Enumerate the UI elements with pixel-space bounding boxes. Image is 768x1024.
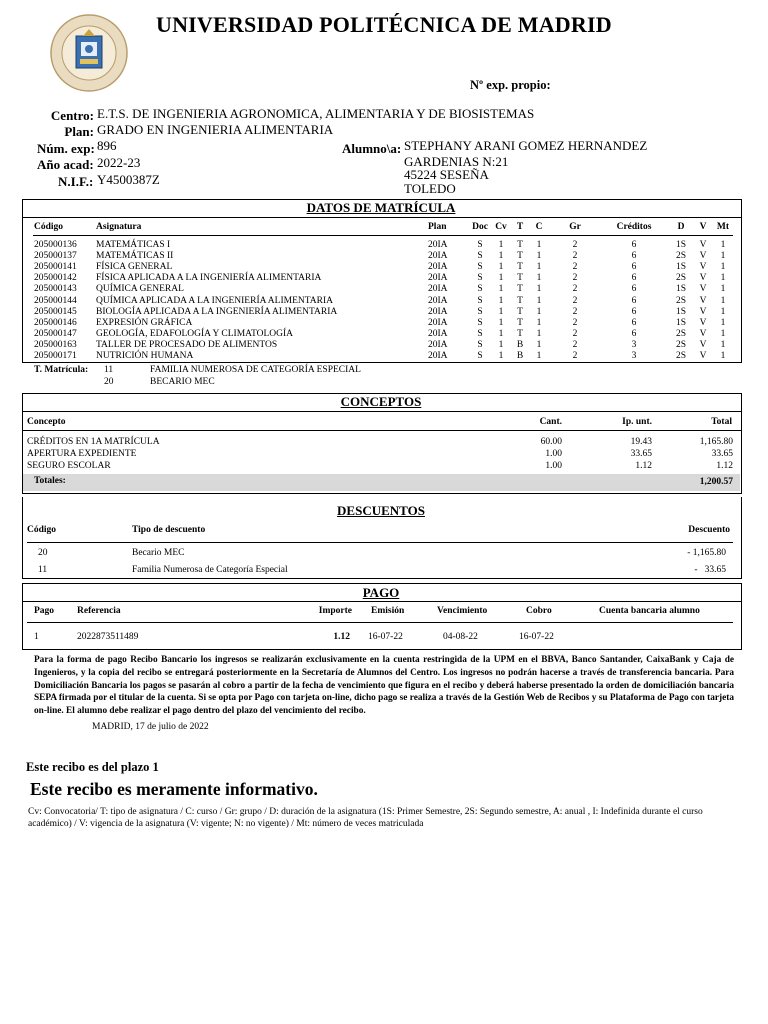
pago-value-pago: 1 — [34, 632, 39, 642]
matricula-cell: 1 — [498, 273, 504, 284]
matricula-cell: 20IA — [428, 240, 448, 250]
descuentos-header-tipo: Tipo de descuento — [132, 525, 206, 535]
matricula-cell: EXPRESIÓN GRÁFICA — [96, 317, 193, 328]
matricula-cell: 20IA — [428, 262, 448, 273]
pago-value-emision: 16-07-22 — [368, 632, 403, 642]
address-line-2: 45224 SESEÑA — [404, 167, 489, 182]
descuentos-header-codigo: Código — [27, 525, 57, 535]
matricula-cell: 1 — [720, 240, 726, 250]
page-title: UNIVERSIDAD POLITÉCNICA DE MADRID — [156, 12, 612, 37]
matricula-cell: V — [699, 328, 707, 339]
matricula-cell: 1 — [720, 295, 726, 306]
plan-label: Plan: — [64, 124, 94, 139]
matricula-cell: 1 — [498, 317, 504, 328]
num-exp-value: 896 — [97, 138, 117, 153]
matricula-cell: 1 — [536, 240, 542, 250]
matricula-cell: 1 — [498, 240, 504, 250]
descuento-tipo: Familia Numerosa de Categoría Especial — [132, 565, 288, 575]
matricula-cell: V — [699, 351, 707, 361]
matricula-cell: 20IA — [428, 295, 448, 306]
descuento-valor: - 33.65 — [694, 565, 726, 575]
matricula-cell: 2 — [572, 295, 578, 306]
matricula-cell: 20IA — [428, 328, 448, 339]
matricula-cell: 1 — [720, 306, 726, 317]
matricula-cell: GEOLOGÍA, EDAFOLOGÍA Y CLIMATOLOGÍA — [96, 328, 294, 339]
matricula-header-11: Mt — [716, 222, 730, 232]
matricula-cell: 1 — [536, 339, 542, 350]
alumno-value: STEPHANY ARANI GOMEZ HERNANDEZ — [404, 138, 648, 153]
matricula-cell: 205000145 — [34, 306, 77, 317]
matricula-cell: S — [477, 295, 483, 306]
matricula-cell: B — [516, 339, 524, 350]
matricula-cell: 1 — [720, 251, 726, 262]
pago-header-cuenta: Cuenta bancaria alumno — [599, 606, 700, 616]
address-line-1: GARDENIAS N:21 — [404, 154, 509, 169]
matricula-header-1: Asignatura — [96, 222, 142, 232]
pago-header-importe: Importe — [318, 606, 352, 616]
concepto-name: APERTURA EXPEDIENTE — [27, 449, 137, 459]
matricula-cell: 1 — [536, 295, 542, 306]
conceptos-header-ipunt: Ip. unt. — [622, 417, 652, 427]
matricula-cell: V — [699, 262, 707, 273]
matricula-cell: T — [517, 262, 523, 273]
matricula-cell: 1 — [720, 262, 726, 273]
matricula-cell: 1S — [675, 262, 687, 273]
matricula-cell: S — [477, 306, 483, 317]
matricula-header-10: V — [699, 222, 707, 232]
matricula-cell: 6 — [631, 317, 637, 328]
matricula-cell: S — [477, 351, 483, 361]
address-line-3: TOLEDO — [404, 181, 456, 196]
matricula-cell: 20IA — [428, 351, 448, 361]
matricula-header-7: Gr — [569, 222, 581, 232]
conceptos-header-rule — [22, 430, 742, 431]
matricula-cell: 1 — [498, 295, 504, 306]
pago-value-referencia: 2022873511489 — [77, 632, 139, 642]
matricula-cell: 1 — [536, 351, 542, 361]
concepto-ipunt: 33.65 — [630, 449, 652, 459]
informativo-text: Este recibo es meramente informativo. — [30, 779, 318, 799]
matricula-cell: NUTRICIÓN HUMANA — [96, 351, 194, 361]
matricula-cell: 6 — [631, 306, 637, 317]
concepto-cant: 60.00 — [540, 437, 562, 447]
matricula-cell: 2 — [572, 351, 578, 361]
matricula-cell: MATEMÁTICAS II — [96, 251, 174, 262]
conceptos-title: CONCEPTOS — [340, 394, 422, 409]
matricula-cell: BIOLOGÍA APLICADA A LA INGENIERÍA ALIMENTARIA — [96, 306, 338, 317]
concepto-cant: 1.00 — [545, 449, 562, 459]
matricula-cell: 6 — [631, 295, 637, 306]
matricula-cell: T — [517, 273, 523, 284]
matricula-cell: 2S — [675, 339, 687, 350]
num-exp-label: Núm. exp: — [37, 141, 95, 156]
nif-label: N.I.F.: — [58, 174, 94, 189]
descuentos-header-descuento: Descuento — [688, 525, 730, 535]
matricula-cell: 1 — [498, 262, 504, 273]
matricula-header-3: Doc — [472, 222, 488, 232]
tmatricula-code: 11 — [104, 365, 114, 375]
pago-title-rule — [22, 601, 742, 602]
matricula-cell: S — [477, 328, 483, 339]
matricula-cell: S — [477, 339, 483, 350]
matricula-cell: 2 — [572, 240, 578, 250]
pago-header-rule — [27, 622, 733, 623]
matricula-cell: V — [699, 273, 707, 284]
plazo-text: Este recibo es del plazo 1 — [26, 760, 159, 774]
concepto-ipunt: 19.43 — [630, 437, 652, 447]
matricula-cell: T — [517, 295, 523, 306]
matricula-cell: 6 — [631, 273, 637, 284]
pago-header-cobro: Cobro — [526, 606, 552, 616]
matricula-cell: V — [699, 240, 707, 250]
matricula-cell: 2S — [675, 351, 687, 361]
abbreviations-legend: Cv: Convocatoria/ T: tipo de asignatura / C: curso / Gr: grupo / D: duración de la asignatura (1S: Primer Semestre, 2S: Segundo semestre, A: anual , I: Indefinida durante el curso académico) / V: vigencia de la asignatura (V: vigente; N: no vigente) / Mt: número de veces matriculada — [28, 807, 703, 829]
nif-value: Y4500387Z — [97, 172, 160, 187]
matricula-cell: V — [699, 339, 707, 350]
matricula-cell: 205000143 — [34, 284, 77, 295]
matricula-cell: T — [517, 328, 523, 339]
matricula-cell: 1 — [720, 284, 726, 295]
matricula-cell: 2 — [572, 306, 578, 317]
matricula-cell: 2S — [675, 251, 687, 262]
matricula-cell: 1 — [720, 351, 726, 361]
matricula-cell: 20IA — [428, 251, 448, 262]
concepto-total: 33.65 — [711, 449, 733, 459]
totales-label: Totales: — [34, 476, 66, 486]
matricula-cell: 1 — [536, 273, 542, 284]
descuentos-title: DESCUENTOS — [337, 503, 425, 518]
pago-header-referencia: Referencia — [77, 606, 121, 616]
descuento-codigo: 11 — [38, 565, 48, 575]
exp-propio-label: Nº exp. propio: — [470, 78, 551, 92]
matricula-cell: 20IA — [428, 317, 448, 328]
matricula-cell: FÍSICA APLICADA A LA INGENIERÍA ALIMENTARIA — [96, 273, 322, 284]
matricula-cell: QUÍMICA APLICADA A LA INGENIERÍA ALIMENTARIA — [96, 295, 334, 306]
matricula-cell: T — [517, 251, 523, 262]
matricula-cell: 205000147 — [34, 328, 77, 339]
matricula-cell: 2 — [572, 262, 578, 273]
matricula-cell: 6 — [631, 251, 637, 262]
matricula-cell: 2S — [675, 328, 687, 339]
descuentos-header-rule — [27, 542, 733, 543]
descuento-codigo: 20 — [38, 548, 48, 558]
matricula-cell: 1S — [675, 284, 687, 295]
concepto-cant: 1.00 — [545, 461, 562, 471]
matricula-cell: 6 — [631, 240, 637, 250]
matricula-cell: 20IA — [428, 339, 448, 350]
matricula-cell: 1 — [498, 284, 504, 295]
matricula-cell: T — [517, 306, 523, 317]
matricula-cell: V — [699, 306, 707, 317]
matricula-header-2: Plan — [428, 222, 447, 232]
anio-value: 2022-23 — [97, 155, 141, 170]
centro-label: Centro: — [50, 108, 94, 123]
concepto-total: 1,165.80 — [699, 437, 733, 447]
descuento-tipo: Becario MEC — [132, 548, 185, 558]
conceptos-header-total: Total — [711, 417, 732, 427]
conceptos-header-concepto: Concepto — [27, 417, 66, 427]
matricula-cell: 205000137 — [34, 251, 77, 262]
matricula-cell: 2 — [572, 273, 578, 284]
matricula-cell: 205000146 — [34, 317, 77, 328]
matricula-cell: 2 — [572, 339, 578, 350]
matricula-cell: V — [699, 317, 707, 328]
tmatricula-desc: FAMILIA NUMEROSA DE CATEGORÍA ESPECIAL — [150, 365, 361, 375]
matricula-header-4: Cv — [495, 222, 507, 232]
concepto-name: SEGURO ESCOLAR — [27, 461, 111, 471]
matricula-cell: 205000136 — [34, 240, 77, 250]
matricula-cell: 205000163 — [34, 339, 77, 350]
matricula-cell: 2S — [675, 273, 687, 284]
totales-bar — [23, 474, 740, 491]
matricula-cell: MATEMÁTICAS I — [96, 240, 171, 250]
centro-value: E.T.S. DE INGENIERIA AGRONOMICA, ALIMENTARIA Y DE BIOSISTEMAS — [97, 106, 535, 121]
matricula-cell: 205000144 — [34, 295, 77, 306]
matricula-cell: S — [477, 284, 483, 295]
pago-title: PAGO — [362, 585, 400, 600]
matricula-cell: 1 — [720, 339, 726, 350]
matricula-cell: 20IA — [428, 306, 448, 317]
matricula-title: DATOS DE MATRÍCULA — [306, 200, 456, 215]
matricula-cell: B — [516, 351, 524, 361]
matricula-cell: 1 — [498, 328, 504, 339]
descuento-valor: - 1,165.80 — [687, 548, 726, 558]
concepto-ipunt: 1.12 — [635, 461, 652, 471]
alumno-label: Alumno\a: — [342, 141, 402, 156]
tmatricula-label: T. Matrícula: — [34, 365, 89, 375]
upm-seal-logo — [50, 14, 128, 92]
matricula-cell: 1 — [536, 328, 542, 339]
matricula-cell: 1 — [536, 306, 542, 317]
pago-value-importe: 1.12 — [333, 632, 350, 642]
matricula-cell: 1 — [536, 251, 542, 262]
matricula-cell: V — [699, 251, 707, 262]
matricula-title-rule — [22, 217, 742, 218]
matricula-cell: TALLER DE PROCESADO DE ALIMENTOS — [96, 339, 278, 350]
tmatricula-code: 20 — [104, 377, 114, 387]
matricula-cell: S — [477, 251, 483, 262]
place-date: MADRID, 17 de julio de 2022 — [92, 722, 209, 732]
conceptos-header-cant: Cant. — [539, 417, 562, 427]
pago-header-emision: Emisión — [371, 606, 405, 616]
pago-header-pago: Pago — [34, 606, 55, 616]
matricula-cell: T — [517, 284, 523, 295]
matricula-cell: 205000171 — [34, 351, 77, 361]
matricula-header-rule — [33, 235, 733, 236]
matricula-header-8: Créditos — [616, 222, 652, 232]
totales-value: 1,200.57 — [699, 477, 733, 487]
matricula-cell: 3 — [631, 351, 637, 361]
matricula-header-0: Código — [34, 222, 64, 232]
tmatricula-desc: BECARIO MEC — [150, 377, 215, 387]
matricula-cell: 2 — [572, 251, 578, 262]
matricula-cell: 2 — [572, 284, 578, 295]
anio-label: Año acad: — [37, 157, 94, 172]
matricula-cell: 1 — [498, 339, 504, 350]
matricula-cell: 1S — [675, 306, 687, 317]
pago-value-vencimiento: 04-08-22 — [443, 632, 478, 642]
matricula-cell: 6 — [631, 284, 637, 295]
pago-value-cobro: 16-07-22 — [519, 632, 554, 642]
matricula-cell: 2 — [572, 317, 578, 328]
concepto-total: 1.12 — [716, 461, 733, 471]
matricula-cell: 1 — [720, 328, 726, 339]
matricula-cell: S — [477, 317, 483, 328]
matricula-header-5: T — [516, 222, 524, 232]
matricula-cell: V — [699, 295, 707, 306]
matricula-cell: 1S — [675, 317, 687, 328]
matricula-cell: T — [517, 317, 523, 328]
matricula-cell: V — [699, 284, 707, 295]
matricula-cell: 2 — [572, 328, 578, 339]
matricula-cell: 1 — [498, 251, 504, 262]
matricula-cell: S — [477, 262, 483, 273]
plan-value: GRADO EN INGENIERIA ALIMENTARIA — [97, 122, 334, 137]
payment-note: Para la forma de pago Recibo Bancario los ingresos se realizarán exclusivamente en la cuenta restringida de la UPM en el BBVA, Banco Santander, CaixaBank y Caja de Ingenieros, y la copia del recibo se entregará posteriormente en la Secretaría de Alumnos del Centro. Los ingresos no podrán hacerse a través de transferencia bancaria. Para Domiciliación Bancaria los pagos se pasarán al cobro a partir de la fecha de vencimiento que figura en el recibo y deberá haberse presentado la orden de domiciliación bancaria SEPA firmada por el titular de la cuenta. Si se opta por Pago con tarjeta on-line, dicho pago se realiza a través de la Gestión Web de Recibos y su Plataforma de Pago con tarjeta on-line. El alumno debe realizar el pago dentro del plazo del vencimiento del recibo. — [34, 655, 734, 717]
matricula-cell: 1 — [498, 306, 504, 317]
matricula-cell: 3 — [631, 339, 637, 350]
matricula-cell: 1 — [536, 262, 542, 273]
matricula-cell: 205000142 — [34, 273, 77, 284]
matricula-header-6: C — [535, 222, 543, 232]
conceptos-title-rule — [22, 411, 742, 412]
matricula-header-9: D — [677, 222, 685, 232]
matricula-cell: T — [517, 240, 523, 250]
matricula-cell: S — [477, 240, 483, 250]
matricula-cell: 6 — [631, 328, 637, 339]
matricula-cell: 1 — [536, 284, 542, 295]
matricula-cell: 20IA — [428, 273, 448, 284]
matricula-cell: 6 — [631, 262, 637, 273]
concepto-name: CRÉDITOS EN 1A MATRÍCULA — [27, 437, 160, 447]
matricula-cell: S — [477, 273, 483, 284]
matricula-cell: 1 — [720, 273, 726, 284]
matricula-cell: 20IA — [428, 284, 448, 295]
pago-header-vencimiento: Vencimiento — [437, 606, 488, 616]
matricula-cell: QUÍMICA GENERAL — [96, 284, 184, 295]
matricula-cell: 1 — [498, 351, 504, 361]
matricula-cell: 1 — [536, 317, 542, 328]
matricula-cell: 2S — [675, 295, 687, 306]
matricula-cell: FÍSICA GENERAL — [96, 262, 173, 273]
matricula-cell: 205000141 — [34, 262, 77, 273]
matricula-cell: 1 — [720, 317, 726, 328]
matricula-cell: 1S — [675, 240, 687, 250]
